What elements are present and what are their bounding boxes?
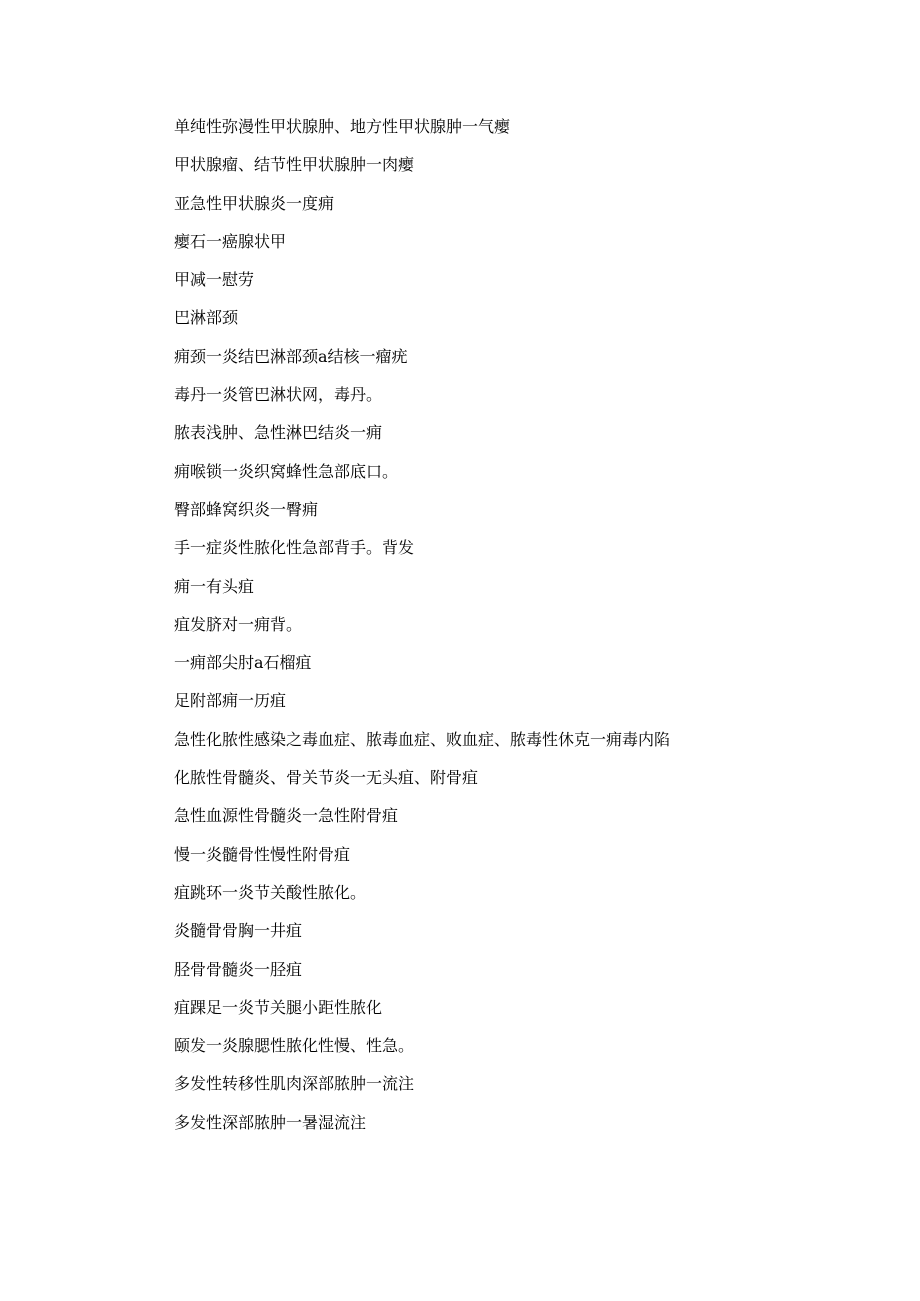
text-line: 急性化脓性感染之毒血症、脓毒血症、败血症、脓毒性休克一痈毒内陷 xyxy=(174,729,671,749)
text-line: 毒丹一炎管巴淋状网，毒丹。 xyxy=(174,385,383,405)
text-line: 炎髓骨骨胸一井疽 xyxy=(174,921,303,941)
text-line: 脓表浅肿、急性淋巴结炎一痈 xyxy=(174,423,383,443)
text-line: 疽踝足一炎节关腿小距性脓化 xyxy=(174,997,383,1017)
text-line: 化脓性骨髓炎、骨关节炎一无头疽、附骨疽 xyxy=(174,768,479,788)
text-line: 足附部痈一历疽 xyxy=(174,691,287,711)
text-line: 急性血源性骨髓炎一急性附骨疽 xyxy=(174,806,399,826)
text-line: 一痈部尖肘a石榴疽 xyxy=(174,653,312,673)
text-line: 巴淋部颈 xyxy=(174,308,239,328)
text-line: 疽跳环一炎节关酸性脓化。 xyxy=(174,882,367,902)
text-line: 甲减一慰劳 xyxy=(174,270,255,290)
text-line: 多发性转移性肌肉深部脓肿一流注 xyxy=(174,1074,415,1094)
text-line: 亚急性甲状腺炎一度痈 xyxy=(174,193,335,213)
text-lines xyxy=(174,116,874,1150)
text-line: 手一症炎性脓化性急部背手。背发 xyxy=(174,538,415,558)
text-line: 多发性深部脓肿一暑湿流注 xyxy=(174,1112,367,1132)
text-line: 单纯性弥漫性甲状腺肿、地方性甲状腺肿一气瘿 xyxy=(174,117,511,136)
text-line: 痈一有头疽 xyxy=(174,576,255,596)
text-line: 颐发一炎腺腮性脓化性慢、性急。 xyxy=(174,1036,415,1056)
text-line: 胫骨骨髓炎一胫疽 xyxy=(174,959,303,979)
text-line: 痈喉锁一炎织窝蜂性急部底口。 xyxy=(174,461,399,481)
text-line: 痈颈一炎结巴淋部颈a结核一瘤疣 xyxy=(174,346,408,366)
text-line: 疽发脐对一痈背。 xyxy=(174,614,303,634)
text-line: 臀部蜂窝织炎一臀痈 xyxy=(174,499,319,519)
text-line: 瘿石一癌腺状甲 xyxy=(174,231,287,251)
text-line: 慢一炎髓骨性慢性附骨疽 xyxy=(174,844,351,864)
text-line: 甲状腺瘤、结节性甲状腺肿一肉瘿 xyxy=(174,155,415,175)
